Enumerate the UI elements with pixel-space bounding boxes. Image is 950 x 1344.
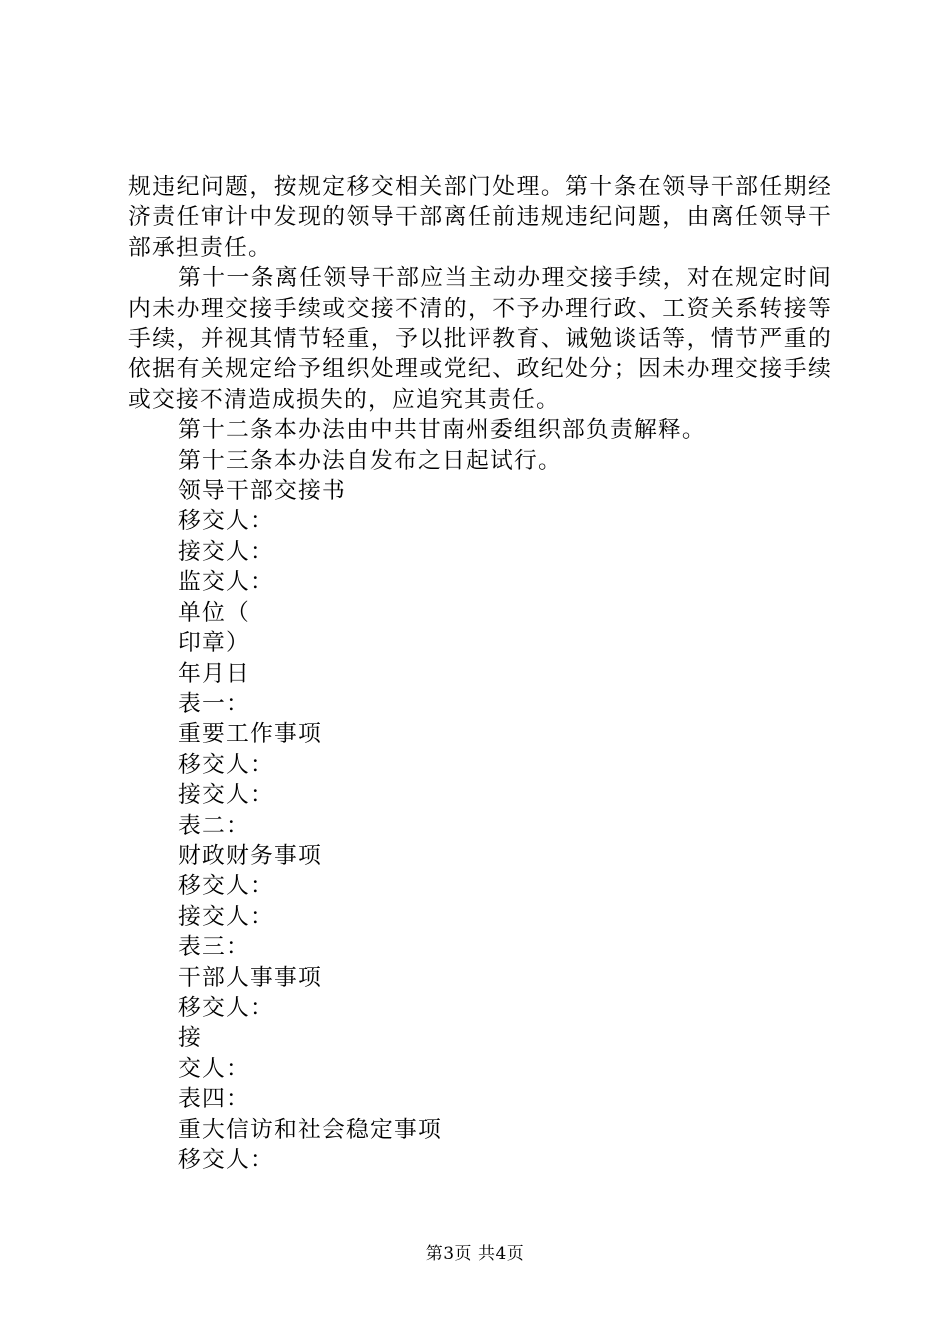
form-field-label: 交人： [178, 1055, 250, 1082]
article-line: 第十三条本办法自发布之日起试行。 [178, 447, 562, 474]
table-subject: 干部人事事项 [178, 964, 322, 991]
body-paragraph: 第十一条离任领导干部应当主动办理交接手续，对在规定时间内未办理交接手续或交接不清的，不予办理行政、工资关系转接等手续，并视其情节轻重，予以批评教育、诫勉谈话等，情节严重的依据有关规定给予组织处理或党纪、政纪处分；因未办理交接手续或交接不清造成损失的，应追究其责任。 [128, 265, 832, 413]
table-subject: 财政财务事项 [178, 842, 322, 869]
form-title: 领导干部交接书 [178, 478, 346, 505]
form-field-label: 印章） [178, 630, 250, 657]
form-field-label: 移交人： [178, 508, 274, 535]
form-field-label: 单位（ [178, 599, 250, 626]
document-body [128, 172, 832, 1175]
form-field-label: 移交人： [178, 994, 274, 1021]
form-field-label: 接 [178, 1025, 202, 1052]
form-field-label: 接交人： [178, 903, 274, 930]
table-heading: 表二： [178, 812, 250, 839]
table-heading: 表三： [178, 934, 250, 961]
form-field-label: 接交人： [178, 782, 274, 809]
table-heading: 表四： [178, 1086, 250, 1113]
form-field-label: 监交人： [178, 569, 274, 596]
form-field-label: 移交人： [178, 1147, 274, 1173]
article-line: 第十二条本办法由中共甘南州委组织部负责解释。 [178, 417, 706, 444]
form-date-label: 年月日 [178, 660, 250, 687]
form-field-label: 移交人： [178, 751, 274, 778]
table-subject: 重大信访和社会稳定事项 [178, 1116, 442, 1143]
table-heading: 表一： [178, 690, 250, 717]
form-field-label: 移交人： [178, 873, 274, 900]
page-number-footer: 第3页 共4页 [425, 1244, 525, 1264]
form-field-label: 接交人： [178, 538, 274, 565]
body-paragraph: 规违纪问题，按规定移交相关部门处理。第十条在领导干部任期经济责任审计中发现的领导干部离任前违规违纪问题，由离任领导干部承担责任。 [128, 174, 832, 261]
table-subject: 重要工作事项 [178, 721, 322, 748]
